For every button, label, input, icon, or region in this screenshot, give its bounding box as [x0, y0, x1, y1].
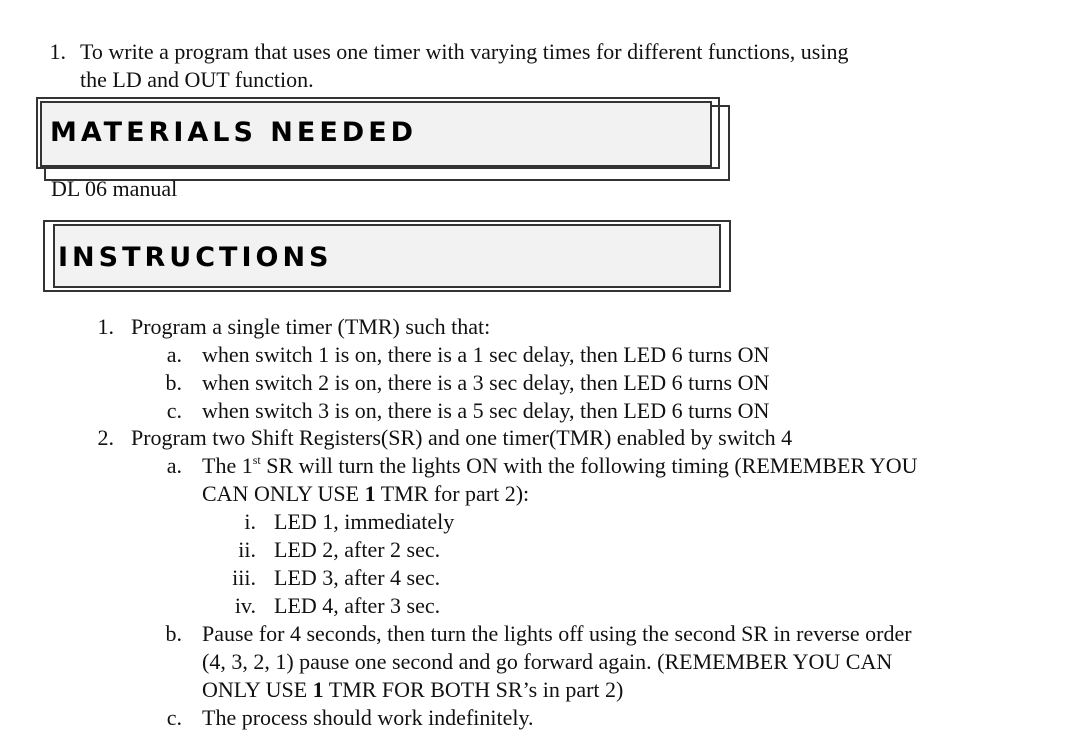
instructions-heading: INSTRUCTIONS [58, 242, 333, 273]
step2a-line-1 [202, 452, 917, 480]
materials-item: DL 06 manual [51, 176, 178, 201]
step2a-item-text: LED 2, after 2 sec. [274, 537, 441, 562]
step2b-line3-pre: ONLY USE [202, 677, 313, 702]
step2b-line3-bold: 1 [312, 677, 324, 702]
objective-number: 1. [49, 39, 66, 64]
step2a-item-text: LED 4, after 3 sec. [274, 593, 441, 618]
step2a-sup: st [252, 453, 261, 467]
step1-sub-marker: c. [166, 398, 182, 423]
step2a-item-marker: ii. [238, 537, 256, 562]
step2-text: Program two Shift Registers(SR) and one timer(TMR) enabled by switch 4 [131, 425, 793, 450]
step1-number: 1. [97, 314, 114, 339]
step1-sub-marker: a. [166, 342, 182, 367]
step1-sub-marker: b. [165, 370, 182, 395]
step2a-item-marker: iii. [232, 565, 256, 590]
instructions-heading-box [43, 220, 731, 294]
step1-sub-text: when switch 3 is on, there is a 5 sec delay, then LED 6 turns ON [202, 398, 770, 423]
step2a-marker: a. [166, 453, 182, 478]
step2b-line-2: (4, 3, 2, 1) pause one second and go forward again. (REMEMBER YOU CAN [202, 649, 893, 674]
step2c-marker: c. [166, 705, 182, 730]
step2a-item-marker: iv. [234, 593, 256, 618]
step2a-line2-bold: 1 [364, 481, 376, 506]
step2a-item-text: LED 1, immediately [274, 509, 455, 534]
step2a-item-marker: i. [244, 509, 256, 534]
step1-text: Program a single timer (TMR) such that: [131, 314, 491, 339]
materials-heading: MATERIALS NEEDED [50, 117, 418, 148]
objective-line-1: To write a program that uses one timer with varying times for different functions, using [80, 39, 849, 64]
step2a-line2-post: TMR for part 2): [375, 481, 530, 506]
step2b-line-3 [202, 676, 623, 704]
step1-sub-text: when switch 1 is on, there is a 1 sec delay, then LED 6 turns ON [202, 342, 770, 367]
step1-sub-text: when switch 2 is on, there is a 3 sec delay, then LED 6 turns ON [202, 370, 770, 395]
materials-heading-box [36, 97, 732, 183]
step2-number: 2. [97, 425, 114, 450]
step2b-line-1: Pause for 4 seconds, then turn the lights off using the second SR in reverse order [202, 621, 912, 646]
step2a-line-2 [202, 480, 529, 508]
step2a-pre: The 1 [202, 453, 253, 478]
objective-line-2: the LD and OUT function. [80, 67, 314, 92]
step2a-post: SR will turn the lights ON with the following timing (REMEMBER YOU [260, 453, 918, 478]
step2b-line3-post: TMR FOR BOTH SR’s in part 2) [323, 677, 624, 702]
step2c-text: The process should work indefinitely. [202, 705, 534, 730]
step2a-item-text: LED 3, after 4 sec. [274, 565, 441, 590]
step2a-line2-pre: CAN ONLY USE [202, 481, 365, 506]
step2b-marker: b. [165, 621, 182, 646]
